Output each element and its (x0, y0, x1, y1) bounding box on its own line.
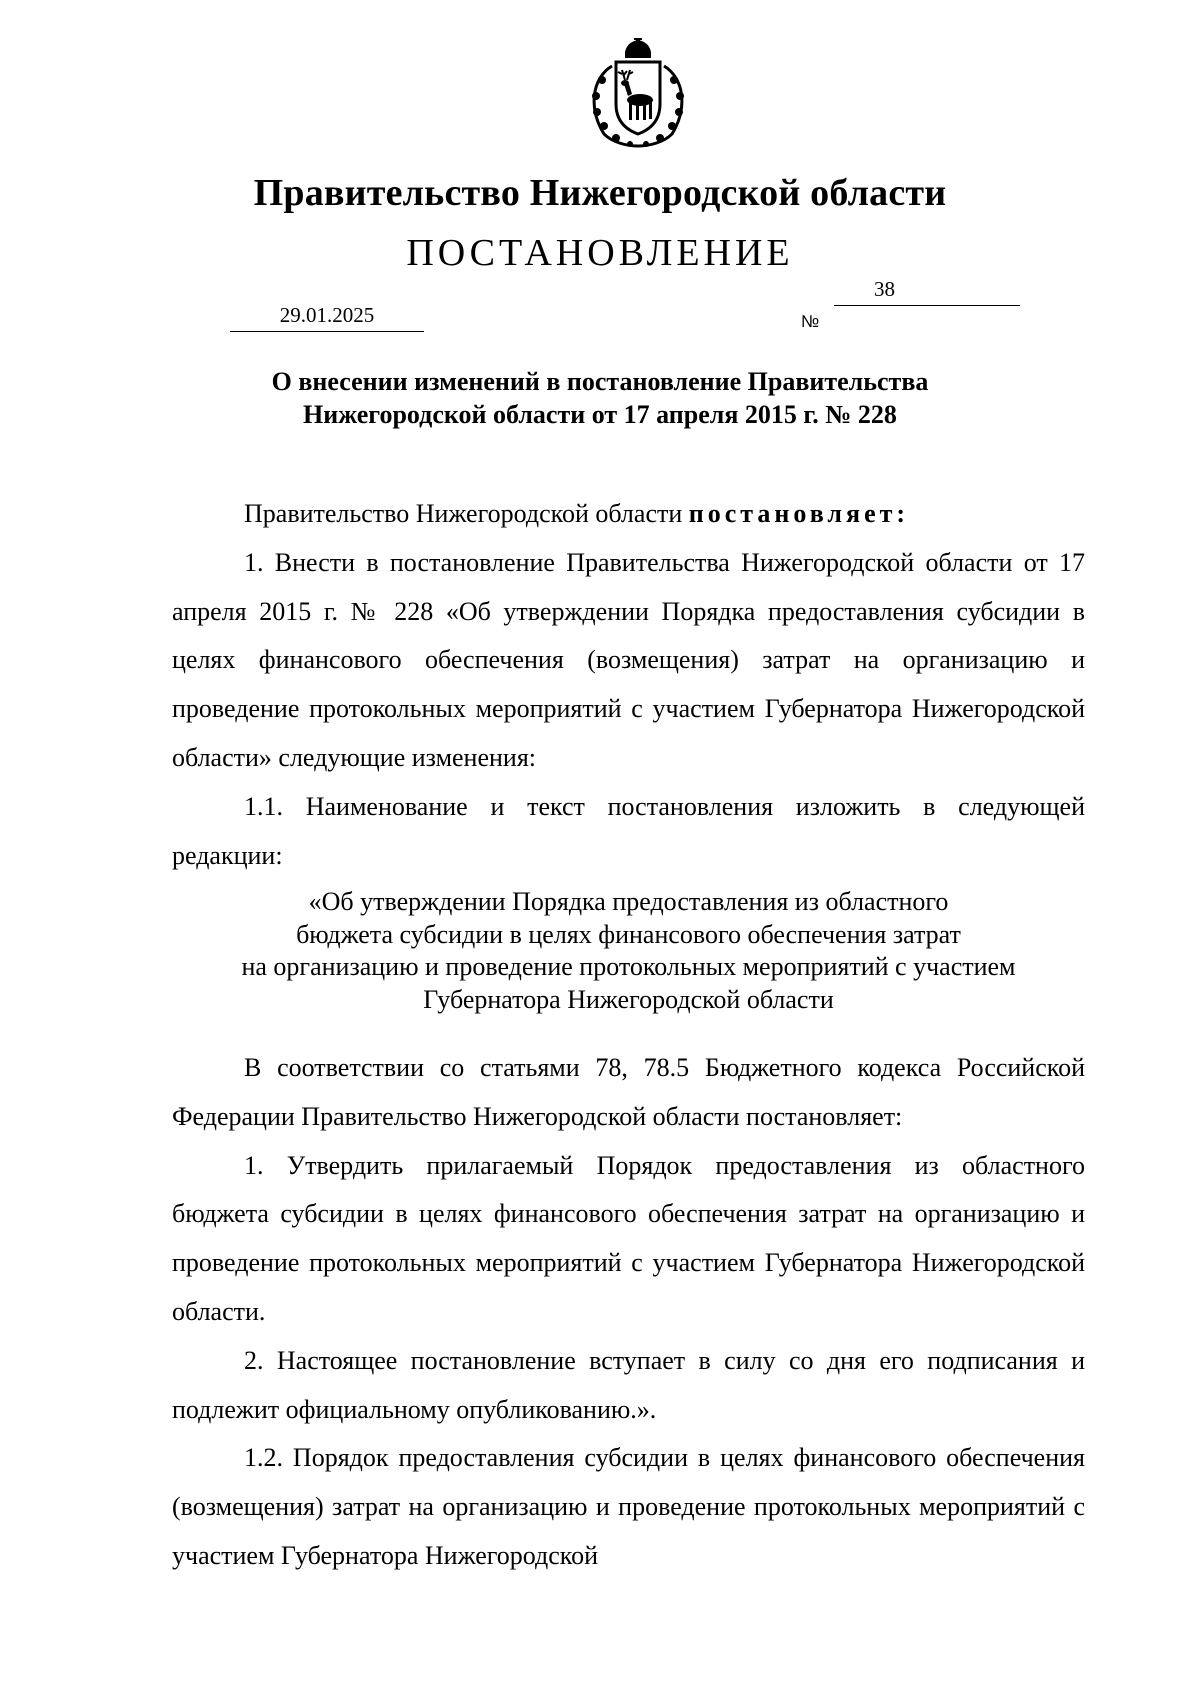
paragraph-1-1: 1.1. Наименование и текст постановления изложить в следующей редакции: (172, 791, 1085, 870)
document-number: 38 (874, 277, 895, 301)
document-date: 29.01.2025 (230, 302, 424, 332)
quoted-title (172, 886, 1085, 1016)
preamble-verb: постановляет: (688, 499, 910, 528)
subject-line-1: О внесении изменений в постановление Правительства (271, 367, 929, 396)
quoted-item-1: 1. Утвердить прилагаемый Порядок предоставления из областного бюджета субсидии в целях финансового обеспечения затрат на организацию и проведение протокольных мероприятий с участием Губернатора Нижегородской области. (172, 1150, 1085, 1326)
document-type: ПОСТАНОВЛЕНИЕ (406, 232, 794, 274)
document-body-part-1 (172, 490, 1085, 880)
paragraph-1-2: 1.2. Порядок предоставления субсидии в целях финансового обеспечения (возмещения) затрат на организацию и проведение протокольных мероприятий с участием Губернатора Нижегородской (172, 1443, 1085, 1570)
subject-line-2: Нижегородской области от 17 апреля 2015 г. № 228 (303, 400, 897, 429)
preamble (172, 490, 1085, 539)
quoted-item-2: 2. Настоящее постановление вступает в силу со дня его подписания и подлежит официальному опубликованию.». (172, 1345, 1085, 1424)
document-number-field (834, 277, 1020, 306)
quoted-title-line-4: Губернатора Нижегородской области (423, 984, 834, 1014)
number-label: № (801, 312, 820, 331)
quoted-title-line-1: «Об утверждении Порядка предоставления из областного (308, 887, 949, 916)
quoted-title-line-2: бюджета субсидии в целях финансового обеспечения затрат (296, 919, 961, 949)
document-body-part-2 (172, 1044, 1085, 1581)
organization-title: Правительство Нижегородской области (253, 172, 947, 214)
quoted-intro: В соответствии со статьями 78, 78.5 Бюджетного кодекса Российской Федерации Правительство Нижегородской области постановляет: (172, 1053, 1085, 1131)
quoted-title-line-3: на организацию и проведение протокольных мероприятий с участием (241, 952, 1016, 981)
nizhny-novgorod-coat-of-arms-icon (582, 38, 694, 150)
document-subject (170, 365, 1030, 431)
paragraph-1: 1. Внести в постановление Правительства Нижегородской области от 17 апреля 2015 г. № 228 «Об утверждении Порядка предоставления субсидии в целях финансового обеспечения (возмещения) затрат на организацию и проведение протокольных мероприятий с участием Губернатора Нижегородской области» следующие изменения: (172, 547, 1085, 772)
preamble-text: Правительство Нижегородской области (244, 499, 683, 528)
